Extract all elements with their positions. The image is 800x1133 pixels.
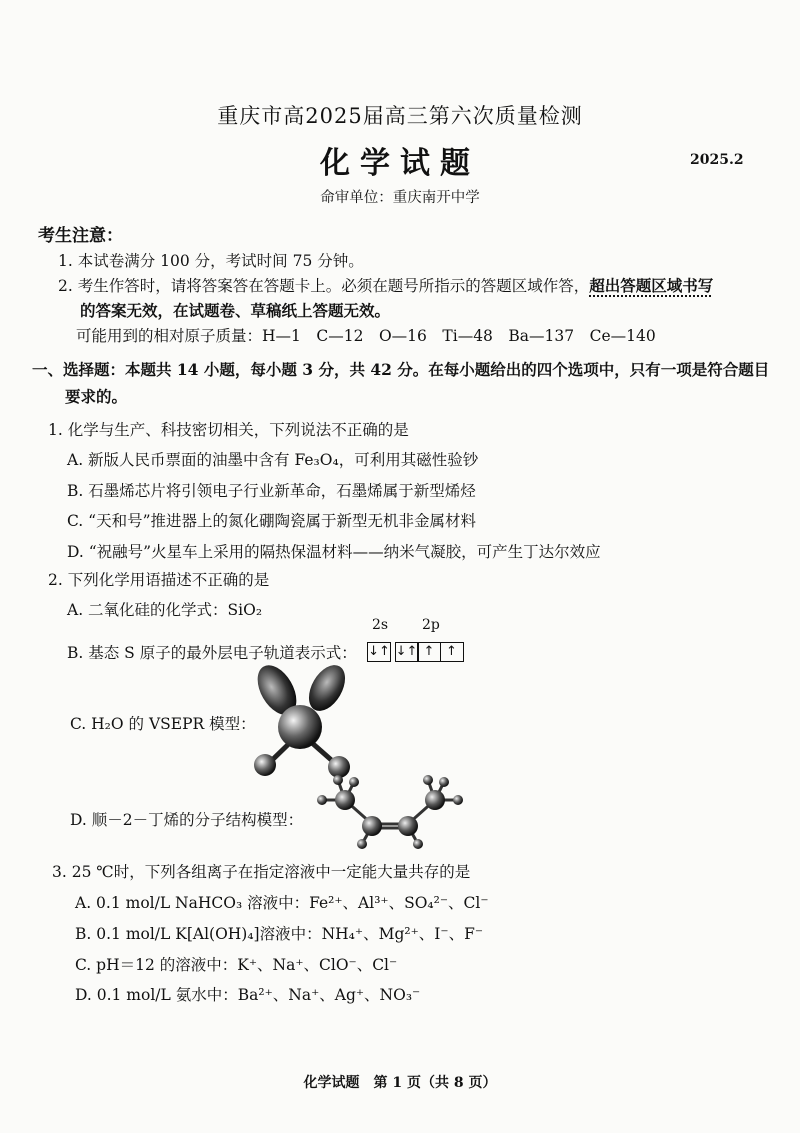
section-heading-cont: 要求的。 <box>65 387 128 406</box>
orbital-2s-label: 2s <box>372 617 389 633</box>
notice-item-2 <box>58 274 713 296</box>
orbital-2p-label: 2p <box>422 617 440 633</box>
orbital-box: ↓↑ <box>395 642 419 662</box>
q2-option-b: B. 基态 S 原子的最外层电子轨道表示式： <box>67 644 357 662</box>
q3-option-c: C. pH＝12 的溶液中：K⁺、Na⁺、ClO⁻、Cl⁻ <box>75 956 398 974</box>
section-heading: 一、选择题：本题共 14 小题，每小题 3 分，共 42 分。在每小题给出的四个选项中，只有一项是符合题目 <box>32 360 770 379</box>
butene-model-image <box>310 772 470 852</box>
orbital-box: ↑ <box>440 642 464 662</box>
page-footer: 化学试题 第 1 页（共 8 页） <box>303 1075 497 1091</box>
atomic-mass-line: 可能用到的相对原子质量：H—1 C—12 O—16 Ti—48 Ba—137 Ce—140 <box>76 327 656 345</box>
q3-option-d: D. 0.1 mol/L 氨水中：Ba²⁺、Na⁺、Ag⁺、NO₃⁻ <box>75 986 421 1004</box>
q1-option-c: C. “天和号”推进器上的氮化硼陶瓷属于新型无机非金属材料 <box>67 512 477 530</box>
notice-heading: 考生注意： <box>38 226 123 246</box>
orbital-diagram <box>367 640 462 662</box>
author-unit: 命审单位：重庆南开中学 <box>320 190 480 206</box>
orbital-box: ↓↑ <box>367 642 391 662</box>
notice-item-2-emphasis: 超出答题区域书写 <box>589 276 714 295</box>
exam-date: 2025.2 <box>690 152 744 168</box>
q3-option-b: B. 0.1 mol/L K[Al(OH)₄]溶液中：NH₄⁺、Mg²⁺、I⁻、F⁻ <box>75 925 484 943</box>
q2-option-c: C. H₂O 的 VSEPR 模型： <box>70 715 256 733</box>
q2-option-a: A. 二氧化硅的化学式：SiO₂ <box>67 601 263 619</box>
q1-stem: 1. 化学与生产、科技密切相关，下列说法不正确的是 <box>48 421 409 439</box>
q1-option-b: B. 石墨烯芯片将引领电子行业新革命，石墨烯属于新型烯烃 <box>67 482 476 500</box>
q1-option-d: D. “祝融号”火星车上采用的隔热保温材料——纳米气凝胶，可产生丁达尔效应 <box>67 543 601 561</box>
notice-item-1: 1. 本试卷满分 100 分，考试时间 75 分钟。 <box>58 252 364 270</box>
orbital-box: ↑ <box>417 642 441 662</box>
q2-stem: 2. 下列化学用语描述不正确的是 <box>48 571 270 589</box>
q3-option-a: A. 0.1 mol/L NaHCO₃ 溶液中：Fe²⁺、Al³⁺、SO₄²⁻、Cl⁻ <box>75 894 489 912</box>
subject-title: 化学试题 <box>320 146 480 181</box>
q1-option-a: A. 新版人民币票面的油墨中含有 Fe₃O₄，可利用其磁性验钞 <box>67 451 479 469</box>
q3-stem: 3. 25 ℃时，下列各组离子在指定溶液中一定能大量共存的是 <box>52 863 471 881</box>
notice-item-2-cont: 的答案无效，在试题卷、草稿纸上答题无效。 <box>80 301 391 320</box>
q2-option-d: D. 顺－2－丁烯的分子结构模型： <box>70 811 304 829</box>
exam-title: 重庆市高2025届高三第六次质量检测 <box>217 104 583 128</box>
notice-item-2-text: 2. 考生作答时，请将答案答在答题卡上。必须在题号所指示的答题区域作答， <box>58 277 590 295</box>
